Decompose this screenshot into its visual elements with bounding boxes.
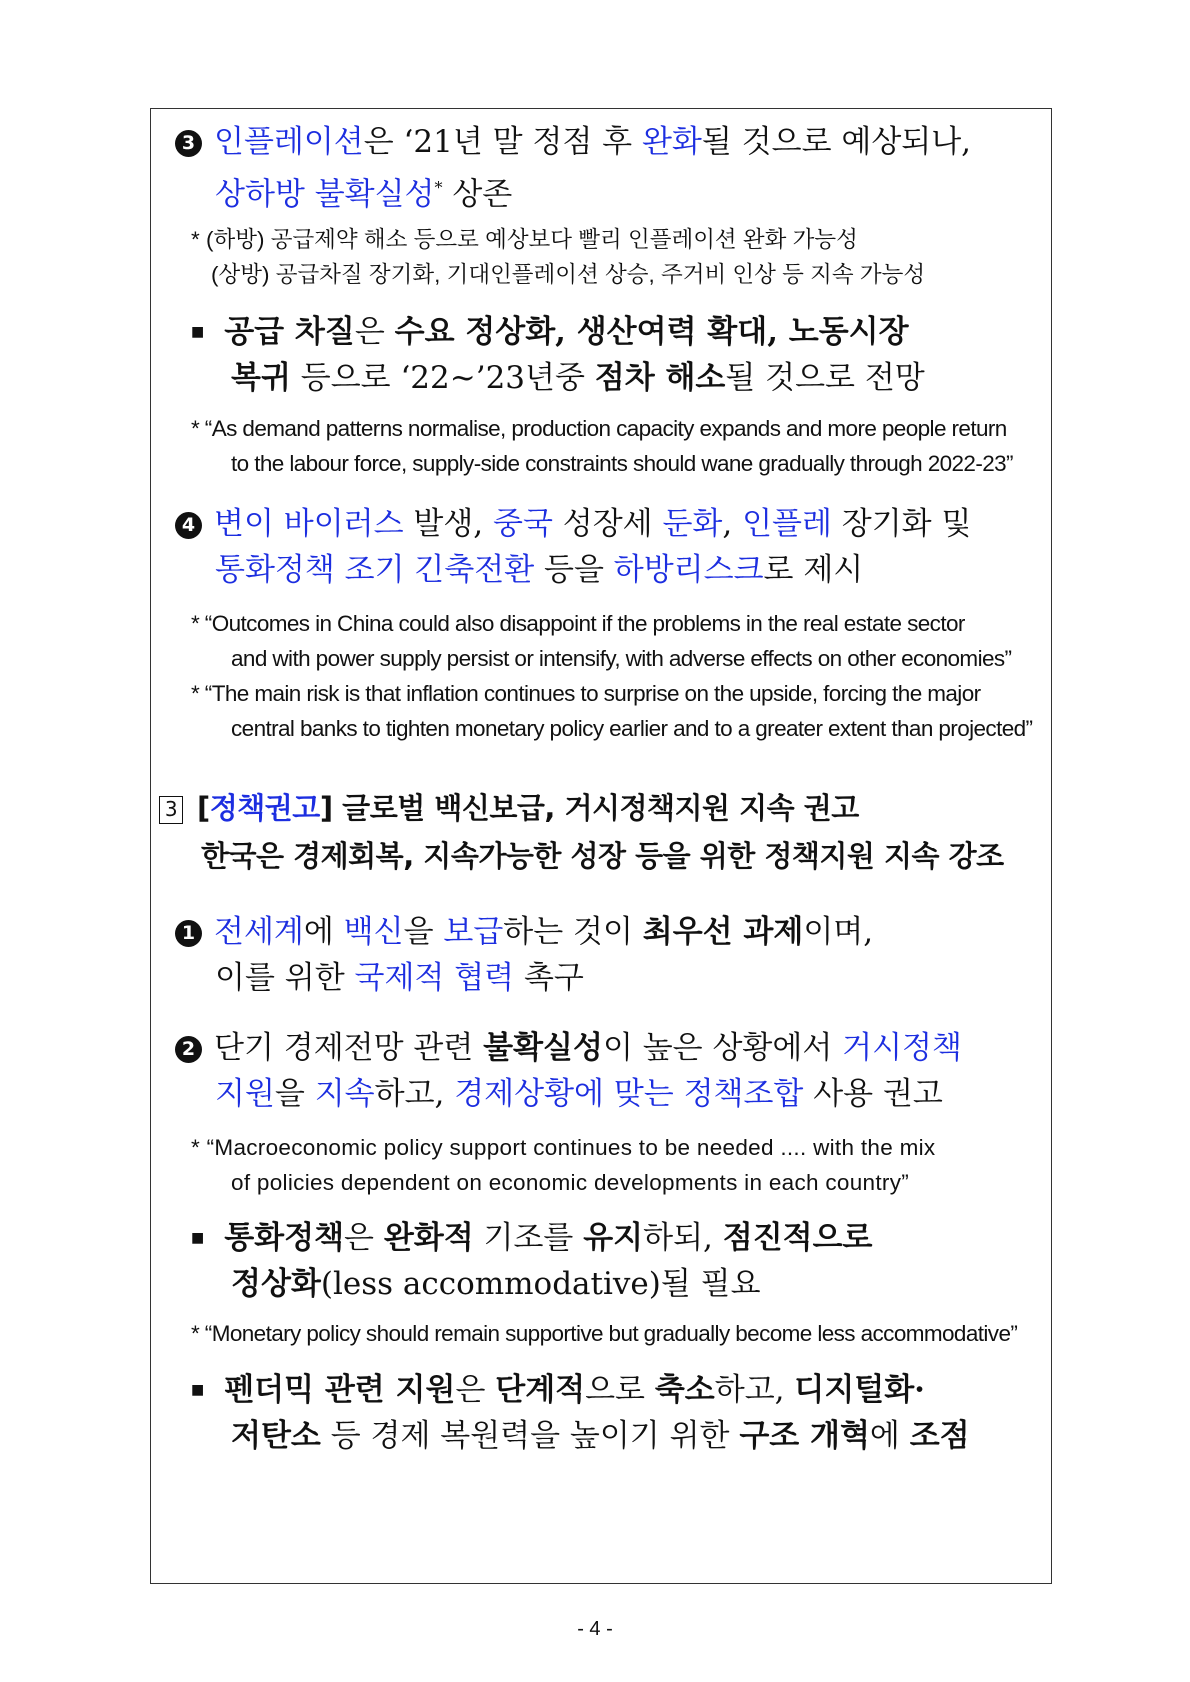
item-4-quote-2: and with power supply persist or intensify, with adverse effects on other economies” <box>231 646 1012 671</box>
item-3-bullet-line-2: 복귀 등으로 ‘22~’23년중 점차 해소될 것으로 전망 <box>231 360 925 396</box>
item-3-bullet-line-1: ■ 공급 차질은 수요 정상화, 생산여력 확대, 노동시장 <box>191 314 909 350</box>
point-2-bullet-1-line-2: 정상화(less accommodative)될 필요 <box>231 1266 761 1302</box>
point-2-bullet-2-line-2: 저탄소 등 경제 복원력을 높이기 위한 구조 개혁에 조점 <box>231 1418 970 1454</box>
item-4-quote-3: * “The main risk is that inflation continues to surprise on the upside, forcing the major <box>191 681 981 706</box>
point-2-line-1: 2 단기 경제전망 관련 불확실성이 높은 상황에서 거시정책 <box>175 1023 1051 1073</box>
point-2-quote-3: * “Monetary policy should remain supportive but gradually become less accommodative” <box>191 1321 1018 1346</box>
item-3-note-2: (상방) 공급차질 장기화, 기대인플레이션 상승, 주거비 인상 등 지속 가능성 <box>211 262 926 287</box>
square-bullet-icon: ■ <box>191 1230 205 1246</box>
item-3-quote-2: to the labour force, supply-side constraints should wane gradually through 2022-23” <box>231 451 1013 476</box>
point-2-quote-2: of policies dependent on economic developments in each country” <box>231 1170 910 1195</box>
point-1-line-2: 이를 위한 국제적 협력 촉구 <box>215 960 584 996</box>
item-4-quote-4: central banks to tighten monetary policy earlier and to a greater extent than projected” <box>231 716 1033 741</box>
item-4-quote-1: * “Outcomes in China could also disappoint if the problems in the real estate sector <box>191 611 965 636</box>
point-2-line-2: 지원을 지속하고, 경제상황에 맞는 정책조합 사용 권고 <box>215 1076 943 1112</box>
square-bullet-icon: ■ <box>191 324 205 340</box>
item-3-note-1: * (하방) 공급제약 해소 등으로 예상보다 빨리 인플레이션 완화 가능성 <box>191 227 858 252</box>
point-2-bullet-1-line-1: ■ 통화정책은 완화적 기조를 유지하되, 점진적으로 <box>191 1220 873 1256</box>
point-1-line-1: 1 전세계에 백신을 보급하는 것이 최우선 과제이며, <box>175 907 1051 957</box>
item-3-line-1: 3 인플레이션은 ‘21년 말 정점 후 완화될 것으로 예상되나, <box>175 117 1051 167</box>
square-bullet-icon: ■ <box>191 1382 205 1398</box>
item-3-quote-1: * “As demand patterns normalise, production capacity expands and more people return <box>191 416 1007 441</box>
section-heading-line-1: 3 [정책권고] 글로벌 백신보급, 거시정책지원 지속 권고 <box>159 783 1051 833</box>
circled-number-4: 4 <box>175 512 202 539</box>
section-heading-line-2: 한국은 경제회복, 지속가능한 성장 등을 위한 정책지원 지속 강조 <box>201 839 1004 873</box>
circled-number-3: 3 <box>175 130 202 157</box>
point-2-bullet-2-line-1: ■ 펜더믹 관련 지원은 단계적으로 축소하고, 디지털화· <box>191 1372 925 1408</box>
section-number: 3 <box>159 796 183 824</box>
content-box <box>150 108 1052 1584</box>
point-2-quote-1: * “Macroeconomic policy support continues to be needed .... with the mix <box>191 1135 936 1160</box>
page-number: - 4 - <box>577 1618 613 1640</box>
item-4-line-2: 통화정책 조기 긴축전환 등을 하방리스크로 제시 <box>215 552 864 588</box>
item-4-line-1: 4 변이 바이러스 발생, 중국 성장세 둔화, 인플레 장기화 및 <box>175 499 1051 549</box>
item-3-line-2: 상하방 불확실성* 상존 <box>215 176 513 213</box>
circled-number-1: 1 <box>175 920 202 947</box>
circled-number-2: 2 <box>175 1036 202 1063</box>
